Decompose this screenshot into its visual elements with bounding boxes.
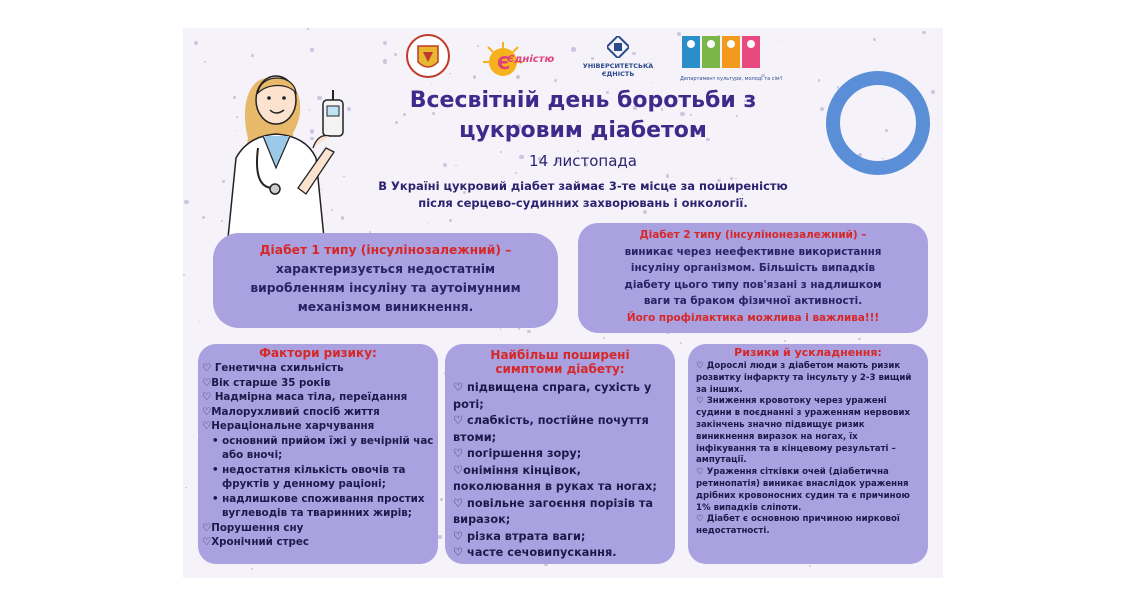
risk-factor-item: ♡Нераціональне харчування bbox=[202, 420, 375, 432]
type2-line: діабету цього типу пов'язані з надлишком bbox=[624, 278, 882, 291]
page-title-line2: цукровим діабетом bbox=[459, 118, 707, 143]
splatter-speck bbox=[527, 330, 531, 334]
splatter-speck bbox=[477, 45, 479, 47]
risk-factor-item: ♡Хронічний стрес bbox=[202, 536, 309, 548]
splatter-speck bbox=[183, 274, 185, 276]
complication-line: ампутації. bbox=[696, 455, 747, 466]
symptom-line: ♡ підвищена спрага, сухість у bbox=[453, 381, 652, 394]
event-date: 14 листопада bbox=[529, 152, 637, 170]
risk-factor-subitem: • надлишкове споживання простих вуглеводів та тваринних жирів; bbox=[212, 492, 425, 519]
splatter-speck bbox=[431, 84, 432, 85]
splatter-speck bbox=[383, 41, 387, 45]
type2-line: ваги та браком фізичної активності. bbox=[643, 295, 863, 307]
splatter-speck bbox=[873, 38, 876, 41]
symptom-line: ♡ погіршення зору; bbox=[453, 447, 582, 460]
risk-factor-item: ♡Порушення сну bbox=[202, 521, 304, 534]
crest-logo-icon bbox=[405, 32, 451, 80]
type2-heading: Діабет 2 типу (інсулінонезалежний) – bbox=[639, 229, 867, 241]
symptom-line: ♡оніміння кінцівок, bbox=[453, 463, 581, 477]
splatter-speck bbox=[858, 338, 860, 340]
complication-line: дрібних кровоносних судин та є причиною bbox=[696, 490, 910, 501]
splatter-speck bbox=[199, 321, 200, 322]
svg-text:Є: Є bbox=[497, 53, 511, 74]
risk-factor-item: ♡ Надмірна маса тіла, переїдання bbox=[202, 391, 408, 403]
splatter-speck bbox=[651, 82, 652, 83]
splatter-speck bbox=[818, 79, 820, 81]
complication-line: ♡ Зниження кровотоку через уражені bbox=[696, 396, 887, 407]
complication-line: виникнення виразок на ногах, їх bbox=[696, 431, 858, 442]
splatter-speck bbox=[184, 200, 188, 204]
symptom-line: ♡ різка втрата ваги; bbox=[453, 529, 586, 543]
knot-logo-icon bbox=[607, 36, 629, 58]
yedamo-logo bbox=[483, 40, 553, 80]
type1-line: механізмом виникнення. bbox=[297, 300, 474, 314]
symptom-line: роті; bbox=[453, 397, 484, 411]
complication-line: закінчень значно підвищує ризик bbox=[696, 419, 865, 430]
intro-line2: після серцево-судинних захворювань і онкології. bbox=[418, 196, 748, 210]
university-logo-text: УНІВЕРСИТЕТСЬКА ЄДНІСТЬ bbox=[582, 62, 654, 78]
splatter-speck bbox=[440, 498, 443, 501]
complication-line: ♡ Дорослі люди з діабетом мають ризик bbox=[696, 361, 901, 371]
splatter-speck bbox=[554, 79, 557, 82]
risk-factor-subitem: • недостатня кількість овочів та фруктів у денному раціоні; bbox=[212, 463, 406, 490]
symptom-line: ♡ часте сечовипускання. bbox=[453, 546, 617, 559]
splatter-speck bbox=[603, 337, 605, 339]
complication-line: ретинопатія) виникає внаслідок ураження bbox=[696, 478, 909, 489]
splatter-speck bbox=[438, 535, 442, 539]
symptom-line: ♡ слабкість, постійне почуття bbox=[453, 414, 649, 427]
symptom-line: виразок; bbox=[453, 513, 511, 526]
type2-line: виникає через неефективне використання bbox=[624, 245, 882, 258]
risk-factor-subitem-text: основний прийом їжі у вечірній час або вночі; bbox=[222, 434, 434, 461]
type1-box bbox=[213, 233, 558, 328]
symptom-line: втоми; bbox=[453, 430, 497, 444]
type1-line: виробленням інсуліну та аутоімунним bbox=[250, 281, 521, 295]
symptom-line: поколювання в руках та ногах; bbox=[453, 480, 657, 493]
splatter-speck bbox=[251, 568, 254, 571]
splatter-speck bbox=[557, 44, 558, 45]
splatter-speck bbox=[781, 41, 782, 42]
splatter-speck bbox=[666, 174, 670, 178]
type1-line: характеризується недостатнім bbox=[275, 262, 496, 276]
risk-factor-item: ♡Вік старше 35 років bbox=[202, 376, 331, 389]
splatter-speck bbox=[809, 565, 811, 567]
risk-factor-subitem-text: надлишкове споживання простих вуглеводів та тваринних жирів; bbox=[222, 492, 425, 519]
university-logo bbox=[573, 36, 663, 80]
complication-line: розвитку інфаркту та інсульту у 2-3 вищий bbox=[696, 372, 912, 383]
complication-line: 1% випадків сліпоти. bbox=[696, 502, 802, 513]
complication-line: ♡ Ураження сітківки очей (діабетична bbox=[696, 467, 889, 478]
splatter-speck bbox=[185, 487, 187, 489]
type2-line: інсуліну організмом. Більшість випадків bbox=[630, 262, 876, 274]
risk-factor-item: ♡Малорухливий спосіб життя bbox=[202, 405, 380, 418]
doctor-illustration-icon bbox=[198, 38, 368, 238]
splatter-speck bbox=[427, 223, 428, 224]
splatter-speck bbox=[515, 172, 518, 175]
splatter-speck bbox=[473, 75, 476, 78]
symptoms-title-line2: симптоми діабету: bbox=[495, 362, 625, 376]
complications-card bbox=[688, 344, 928, 564]
splatter-speck bbox=[922, 31, 925, 34]
splatter-speck bbox=[394, 53, 397, 56]
blue-ring-icon bbox=[823, 68, 933, 178]
splatter-speck bbox=[449, 219, 453, 223]
page-title-line1: Всесвітній день боротьби з bbox=[409, 88, 757, 113]
risk-factors-card bbox=[198, 344, 438, 564]
people-logo-icon bbox=[680, 34, 764, 72]
department-logo-text: Департамент культури, молоді та сім'ї bbox=[680, 76, 783, 82]
department-logo bbox=[680, 34, 783, 84]
intro-line1: В Україні цукровий діабет займає 3-те місце за поширеністю bbox=[378, 179, 788, 193]
symptom-line: ♡ повільне загоєння порізів та bbox=[453, 496, 654, 510]
risk-factors-title: Фактори ризику: bbox=[259, 346, 377, 360]
splatter-speck bbox=[500, 328, 502, 330]
complications-title: Ризики й ускладнення: bbox=[734, 346, 882, 359]
poster bbox=[183, 28, 943, 578]
splatter-speck bbox=[193, 435, 194, 436]
risk-factor-item: ♡ Генетична схильність bbox=[202, 362, 344, 374]
complication-line: інфікування та в кінцевому результаті – bbox=[696, 443, 896, 454]
symptoms-card bbox=[445, 344, 675, 564]
risk-factor-subitem-text: недостатня кількість овочів та фруктів у денному раціоні; bbox=[222, 463, 406, 490]
complication-line: недостатності. bbox=[696, 526, 770, 537]
splatter-speck bbox=[383, 59, 387, 63]
type2-box bbox=[578, 223, 928, 333]
splatter-speck bbox=[784, 340, 786, 342]
complication-line: судини в поєднанні з ураженням нервових bbox=[696, 408, 911, 419]
type2-prevention: Його профілактика можлива і важлива!!! bbox=[626, 311, 880, 324]
splatter-speck bbox=[680, 342, 682, 344]
splatter-speck bbox=[307, 28, 308, 29]
yedamo-logo-text: Єдністю bbox=[507, 54, 555, 65]
complication-line: ♡ Діабет є основною причиною ниркової bbox=[696, 514, 900, 525]
risk-factor-subitem: • основний прийом їжі у вечірній час або вночі; bbox=[212, 434, 434, 461]
symptoms-title-line1: Найбільш поширені bbox=[490, 348, 630, 362]
type1-heading: Діабет 1 типу (інсулінозалежний) – bbox=[259, 243, 512, 257]
complication-line: за інших. bbox=[696, 384, 743, 395]
